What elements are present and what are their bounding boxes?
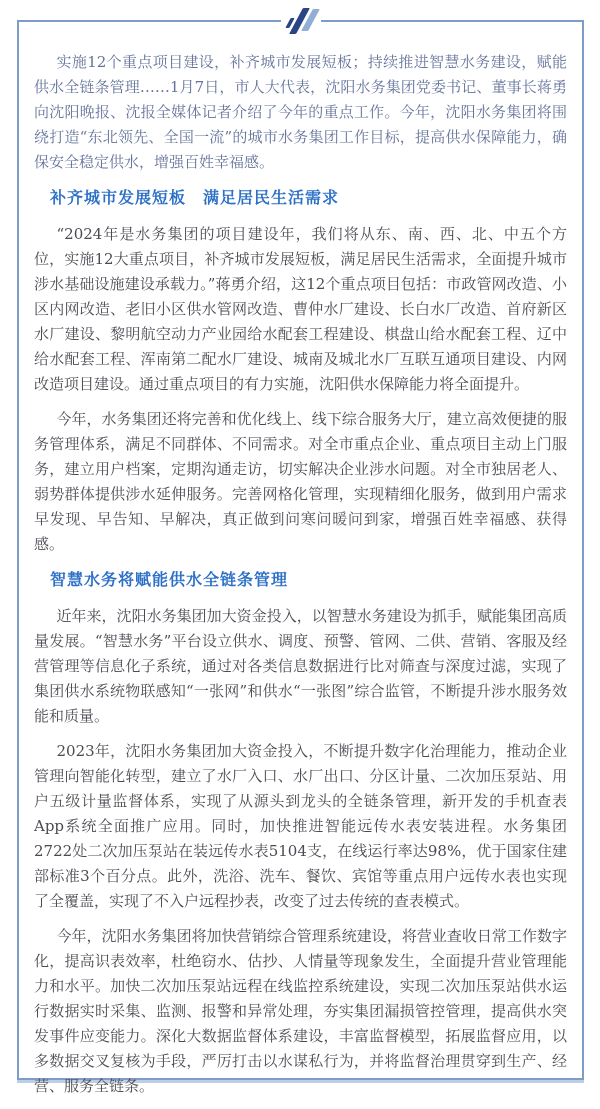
- paragraph-smart-platform: 近年来，沈阳水务集团加大资金投入，以智慧水务建设为抓手，赋能集团高质量发展。“智慧水务”平台设立供水、调度、预警、管网、二供、营销、客服及经营管理等信息化子系统，通过对各类信息数据进行比对筛查与深度过滤，实现了集团供水系统物联感知“一张网”和供水“一张图”综合监管，不断提升涉水服务效能和质量。: [34, 607, 567, 725]
- article-frame: [17, 20, 584, 1095]
- lede-paragraph: 实施12个重点项目建设，补齐城市发展短板；持续推进智慧水务建设，赋能供水全链条管理……1月7日，市人大代表，沈阳水务集团党委书记、董事长蒋勇向沈阳晚报、沈报全媒体记者介绍了今年的重点工作。今年，沈阳水务集团将围绕打造“东北领先、全国一流”的城市水务集团工作目标，提高供水保障能力，确保安全稳定供水，增强百姓幸福感。: [34, 53, 567, 171]
- paragraph-service-system: 今年，水务集团还将完善和优化线上、线下综合服务大厅，建立高效便捷的服务管理体系，满足不同群体、不同需求。对全市重点企业、重点项目主动上门服务，建立用户档案，定期沟通走访，切实解决企业涉水问题。对全市独居老人、弱势群体提供涉水延伸服务。完善网格化管理，实现精细化服务，做到用户需求早发现、早告知、早解决，真正做到问寒问暖问到家，增强百姓幸福感、获得感。: [34, 410, 567, 553]
- section-heading-smart-water: 智慧水务将赋能供水全链条管理: [50, 570, 289, 589]
- double-slash-logo-icon: [281, 5, 321, 37]
- paragraph-digital-transformation: 2023年，沈阳水务集团加大资金投入，不断提升数字化治理能力，推动企业管理向智能化转型，建立了水厂入口、水厂出口、分区计量、二次加压泵站、用户五级计量监督体系，实现了从源头到龙头的全链条管理，新开发的手机查表App系统全面推广应用。同时，加快推进智能远传水表安装进程。水务集团2722处二次加压泵站在装远传水表5104支，在线运行率达98%，优于国家住建部标准3个百分点。此外，洗浴、洗车、餐饮、宾馆等重点用户远传水表也实现了全覆盖，实现了不入户远程抄表，改变了过去传统的查表模式。: [34, 742, 567, 910]
- paragraph-projects-list: “2024年是水务集团的项目建设年，我们将从东、南、西、北、中五个方位，实施12大重点项目，补齐城市发展短板，满足居民生活需求，全面提升城市涉水基础设施建设承载力。”蒋勇介绍，这12个重点项目包括：市政管网改造、小区内网改造、老旧小区供水管网改造、曹仲水厂建设、长白水厂改造、首府新区水厂建设、黎明航空动力产业园给水配套工程建设、棋盘山给水配套工程、辽中给水配套工程、浑南第二配水厂建设、城南及城北水厂互联互通项目建设、内网改造项目建设。通过重点项目的有力实施，沈阳供水保障能力将全面提升。: [34, 225, 567, 393]
- section-heading-city-shortboard: 补齐城市发展短板 满足居民生活需求: [50, 188, 340, 207]
- article-content: [34, 50, 567, 1109]
- paragraph-marketing-system: 今年，沈阳水务集团将加快营销综合管理系统建设，将营业查收日常工作数字化，提高识表效率，杜绝窃水、估抄、人情量等现象发生，全面提升营业管理能力和水平。加快二次加压泵站远程在线监控系统建设，实现二次加压泵站供水运行数据实时采集、监测、报警和异常处理，夯实集团漏损管控管理，提高供水突发事件应变能力。深化大数据监督体系建设，丰富监督模型，拓展监督应用，以多数据交叉复核为手段，严厉打击以水谋私行为，并将监督治理贯穿到生产、经营、服务全链条。: [34, 927, 567, 1095]
